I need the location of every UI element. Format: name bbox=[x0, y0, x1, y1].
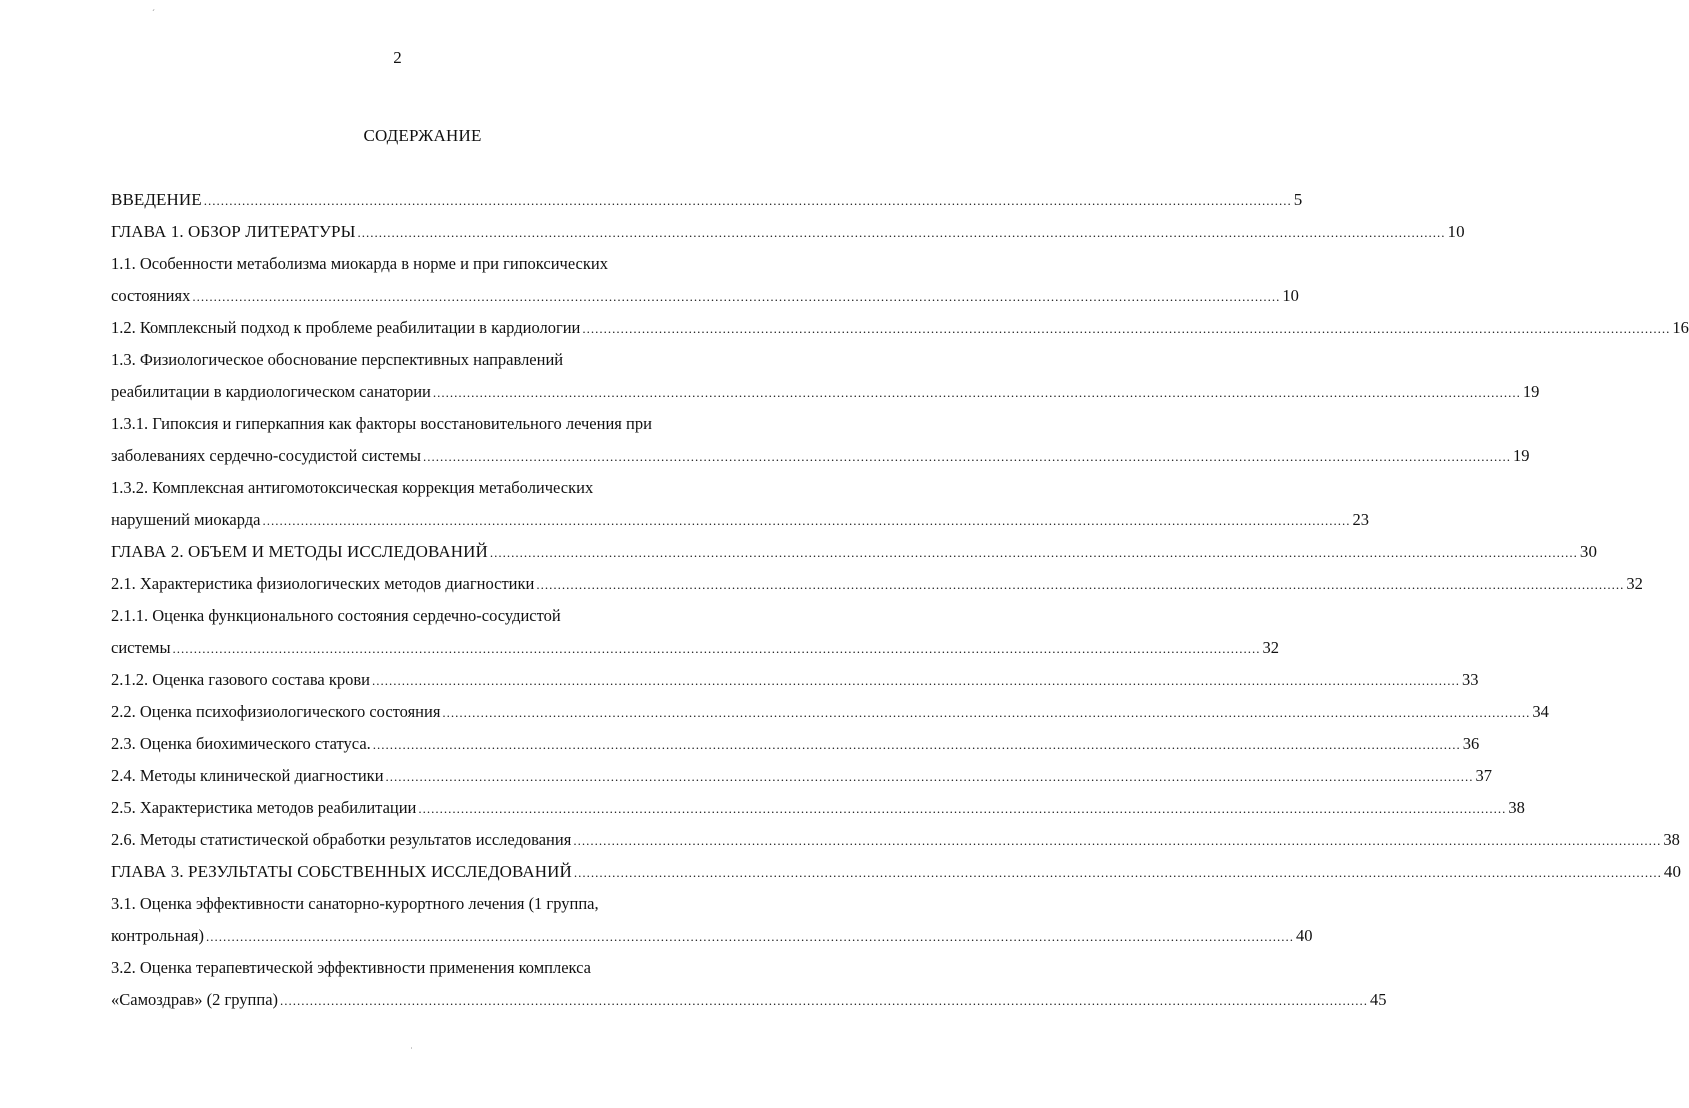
toc-entry-page: 38 bbox=[1508, 798, 1525, 817]
toc-entry-text: 1.1. Особенности метаболизма миокарда в норме и при гипоксических bbox=[111, 254, 608, 273]
toc-entry-text: 3.2. Оценка терапевтической эффективности применения комплекса bbox=[111, 958, 591, 977]
toc-entry-text: заболеваниях сердечно-сосудистой системы bbox=[111, 446, 421, 465]
toc-leader-dots bbox=[573, 825, 1661, 857]
scan-mark: ˙ bbox=[410, 1046, 413, 1056]
toc-entry-text: 1.3.1. Гипоксия и гиперкапния как факторы восстановительного лечения при bbox=[111, 414, 652, 433]
toc-leader-dots bbox=[433, 377, 1521, 409]
toc-entry bbox=[111, 376, 1540, 408]
toc-entry-page: 40 bbox=[1295, 926, 1313, 945]
toc-entry-page: 16 bbox=[1672, 318, 1689, 337]
toc-entry bbox=[111, 888, 731, 920]
toc-entry bbox=[111, 600, 731, 632]
toc-entry-page: 36 bbox=[1462, 734, 1480, 753]
toc-entry-page: 19 bbox=[1522, 382, 1540, 401]
toc-entry bbox=[111, 344, 731, 376]
toc-entry bbox=[111, 280, 1299, 312]
toc-entry bbox=[111, 312, 1689, 344]
toc-entry-text: состояниях bbox=[111, 286, 191, 305]
toc-entry bbox=[111, 696, 1549, 728]
toc-entry-text: 3.1. Оценка эффективности санаторно-курортного лечения (1 группа, bbox=[111, 894, 599, 913]
toc-entry-page: 19 bbox=[1513, 446, 1530, 465]
toc-entry-text: 2.3. Оценка биохимического статуса. bbox=[111, 734, 371, 753]
toc-entry-page: 32 bbox=[1626, 574, 1643, 593]
toc-entry bbox=[111, 824, 1680, 856]
toc-leader-dots bbox=[206, 921, 1294, 953]
toc-entry-page: 34 bbox=[1532, 702, 1549, 721]
toc-leader-dots bbox=[358, 217, 1446, 249]
toc-leader-dots bbox=[173, 633, 1261, 665]
toc-entry bbox=[111, 408, 731, 440]
toc-leader-dots bbox=[490, 537, 1578, 569]
toc-leader-dots bbox=[262, 505, 1350, 537]
toc-entry-page: 40 bbox=[1663, 862, 1682, 881]
toc-title: СОДЕРЖАНИЕ bbox=[363, 126, 482, 145]
toc-entry-page: 5 bbox=[1293, 190, 1303, 209]
toc-entry-page: 38 bbox=[1663, 830, 1680, 849]
toc-entry-text: реабилитации в кардиологическом санатории bbox=[111, 382, 431, 401]
toc-entry-text: «Самоздрав» (2 группа) bbox=[111, 990, 279, 1009]
toc-leader-dots bbox=[418, 793, 1506, 825]
toc-entry bbox=[111, 184, 1303, 216]
toc-entry bbox=[111, 536, 1598, 568]
toc-leader-dots bbox=[372, 665, 1460, 697]
toc-entry-text: ВВЕДЕНИЕ bbox=[111, 190, 202, 209]
toc-entry bbox=[111, 792, 1525, 824]
toc-entry bbox=[111, 728, 1480, 760]
toc-entry-text: нарушений миокарда bbox=[111, 510, 261, 529]
toc-entry-page: 33 bbox=[1462, 670, 1479, 689]
toc-leader-dots bbox=[574, 857, 1662, 889]
toc-entry-page: 32 bbox=[1262, 638, 1280, 657]
toc-leader-dots bbox=[280, 985, 1368, 1017]
toc-entry bbox=[111, 568, 1643, 600]
toc-entry bbox=[111, 856, 1682, 888]
toc-entry bbox=[111, 664, 1479, 696]
toc-leader-dots bbox=[442, 697, 1530, 729]
scan-mark: ˊ bbox=[152, 8, 155, 18]
toc-entry-page: 10 bbox=[1282, 286, 1299, 305]
toc-leader-dots bbox=[536, 569, 1624, 601]
toc-entry-page: 30 bbox=[1579, 542, 1598, 561]
toc-entry-text: 1.3.2. Комплексная антигомотоксическая коррекция метаболических bbox=[111, 478, 594, 497]
toc-leader-dots bbox=[204, 185, 1292, 217]
toc-entry-text: 1.3. Физиологическое обоснование перспективных направлений bbox=[111, 350, 564, 369]
toc-entry bbox=[111, 216, 1465, 248]
toc-entry bbox=[111, 760, 1493, 792]
toc-entry-text: ГЛАВА 2. ОБЪЕМ И МЕТОДЫ ИССЛЕДОВАНИЙ bbox=[111, 542, 488, 561]
toc-entry bbox=[111, 632, 1280, 664]
toc-entry-text: ГЛАВА 1. ОБЗОР ЛИТЕРАТУРЫ bbox=[111, 222, 356, 241]
toc-entry bbox=[111, 984, 1387, 1016]
toc-leader-dots bbox=[423, 441, 1511, 473]
toc-entry-text: 2.6. Методы статистической обработки результатов исследования bbox=[111, 830, 572, 849]
toc-leader-dots bbox=[386, 761, 1474, 793]
table-of-contents bbox=[111, 184, 1689, 1016]
toc-leader-dots bbox=[373, 729, 1461, 761]
toc-entry-text: ГЛАВА 3. РЕЗУЛЬТАТЫ СОБСТВЕННЫХ ИССЛЕДОВАНИЙ bbox=[111, 862, 572, 881]
toc-entry-page: 23 bbox=[1352, 510, 1369, 529]
toc-entry-text: 2.1.1. Оценка функционального состояния сердечно-сосудистой bbox=[111, 606, 561, 625]
toc-entry-text: 2.1. Характеристика физиологических методов диагностики bbox=[111, 574, 535, 593]
toc-entry-page: 37 bbox=[1475, 766, 1493, 785]
toc-entry-text: 2.1.2. Оценка газового состава крови bbox=[111, 670, 370, 689]
toc-entry-text: 2.2. Оценка психофизиологического состояния bbox=[111, 702, 441, 721]
toc-leader-dots bbox=[582, 313, 1670, 345]
toc-entry-page: 45 bbox=[1370, 990, 1387, 1009]
toc-entry-text: контрольная) bbox=[111, 926, 204, 945]
toc-leader-dots bbox=[192, 281, 1280, 313]
toc-entry bbox=[111, 472, 731, 504]
toc-entry-text: 2.4. Методы клинической диагностики bbox=[111, 766, 384, 785]
toc-entry bbox=[111, 440, 1530, 472]
page-number: 2 bbox=[393, 48, 402, 67]
toc-entry bbox=[111, 952, 731, 984]
toc-entry bbox=[111, 248, 731, 280]
toc-entry bbox=[111, 504, 1369, 536]
toc-entry-text: 2.5. Характеристика методов реабилитации bbox=[111, 798, 417, 817]
toc-entry bbox=[111, 920, 1313, 952]
toc-entry-text: 1.2. Комплексный подход к проблеме реабилитации в кардиологии bbox=[111, 318, 581, 337]
toc-entry-text: системы bbox=[111, 638, 171, 657]
toc-entry-page: 10 bbox=[1447, 222, 1465, 241]
